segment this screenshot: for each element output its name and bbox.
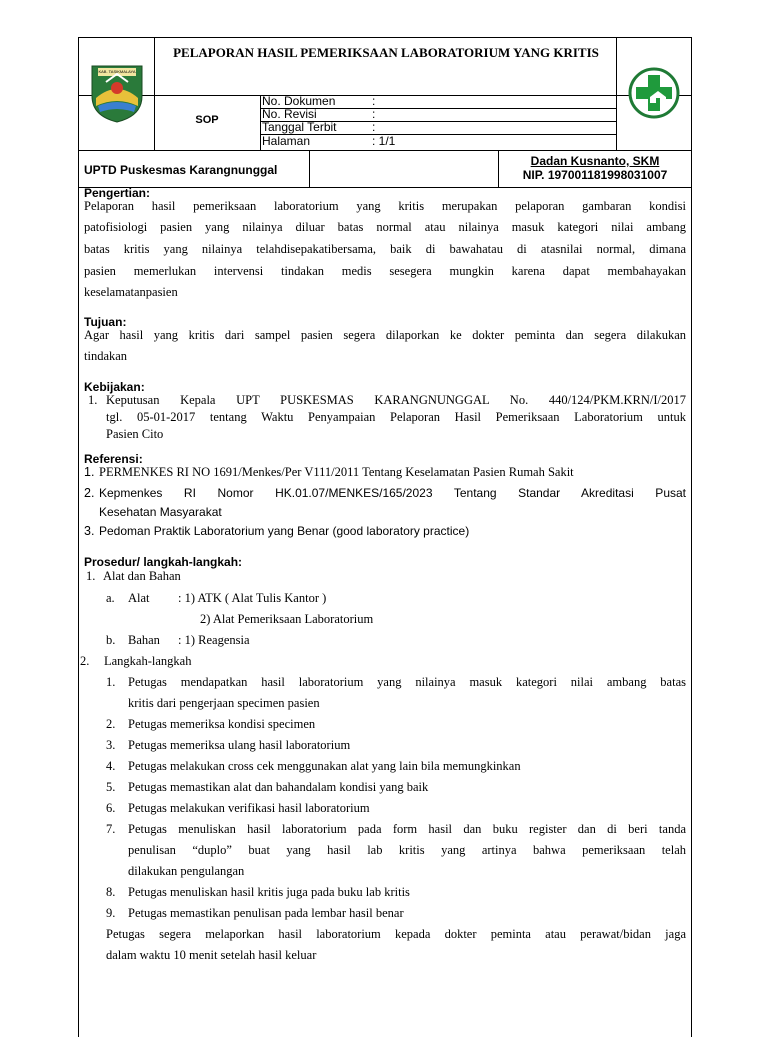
closing-text: Petugas segera melaporkan hasil laboratorium kepada dokter peminta atau perawat/bidan jaga [106,927,686,941]
content-top-line [78,187,692,188]
pengertian-line: batas kritis yang nilainya telahdisepakatibersama, baik di bawahatau di atasnilai normal, dimana [84,242,686,256]
pengertian-heading: Pengertian: [84,186,151,200]
pengertian-line: Pelaporan hasil pemeriksaan laboratorium yang kritis merupakan pelaporan gambaran kondisi [84,199,686,213]
step-text: Petugas memastikan alat dan bahandalam kondisi yang baik [128,780,429,794]
referensi-item: PERMENKES RI NO 1691/Menkes/Per V111/2011 Tentang Keselamatan Pasien Rumah Sakit [99,465,574,479]
referensi-number: 2. [84,486,95,500]
alat-bahan-label: Alat dan Bahan [103,569,181,583]
step-text: Petugas memeriksa ulang hasil laboratorium [128,738,351,752]
tujuan-line: Agar hasil yang kritis dari sampel pasien segera dilaporkan ke dokter peminta dan segera dilakukan [84,328,686,342]
step-number: 7. [106,822,116,836]
puskesmas-logo [626,67,682,119]
step-text: Petugas memastikan penulisan pada lembar hasil benar [128,906,404,920]
meta-row-line [260,134,616,135]
step-number: 1. [106,675,116,689]
step-number: 9. [106,906,116,920]
meta-label-no-revisi: No. Revisi [262,107,317,121]
tujuan-heading: Tujuan: [84,315,127,329]
step-text: Petugas mendapatkan hasil laboratorium yang nilainya masuk kategori nilai ambang batas [128,675,686,689]
organization-name: UPTD Puskesmas Karangnunggal [84,163,278,177]
step-number: 2. [106,717,116,731]
step-number: 5. [106,780,116,794]
alat-bahan-number: 1. [86,569,96,583]
bahan-item: : 1) Reagensia [178,633,250,647]
step-text: Petugas menuliskan hasil laboratorium pada form hasil dan buku register dan di beri tanda [128,822,686,836]
signer-name: Dadan Kusnanto, SKM [530,154,660,168]
meta-value-halaman: : 1/1 [372,134,396,148]
meta-label-no-dokumen: No. Dokumen [262,94,336,108]
regional-emblem-logo [86,58,148,124]
bahan-name: Bahan [128,633,160,647]
alat-name: Alat [128,591,150,605]
meta-label-halaman: Halaman [262,134,311,148]
langkah-label: Langkah-langkah [104,654,192,668]
kebijakan-line: Keputusan Kepala UPT PUSKESMAS KARANGNUNGGAL No. 440/124/PKM.KRN/I/2017 [106,393,686,407]
kebijakan-number: 1. [88,393,98,407]
langkah-number: 2. [80,654,90,668]
step-text: kritis dari pengerjaan specimen pasien [128,696,320,710]
kebijakan-line: Pasien Cito [106,427,164,441]
meta-value-no-dokumen: : [372,94,376,108]
signer-divider [498,150,499,187]
referensi-heading: Referensi: [84,452,143,466]
document-title: PELAPORAN HASIL PEMERIKSAAN LABORATORIUM YANG KRITIS [173,45,599,60]
meta-value-no-revisi: : [372,107,376,121]
step-number: 8. [106,885,116,899]
referensi-number: 1. [84,465,95,479]
step-text: Petugas melakukan cross cek menggunakan alat yang lain bila memungkinkan [128,759,521,773]
pengertian-line: pasien memerlukan intervensi tindakan medis sesegera mungkin karena dapat membahayakan [84,264,686,278]
prosedur-heading: Prosedur/ langkah-langkah: [84,555,243,569]
referensi-item: Pedoman Praktik Laboratorium yang Benar (good laboratory practice) [99,524,470,538]
meta-value-tanggal-terbit: : [372,120,376,134]
step-text: penulisan “duplo” buat yang hasil lab kritis yang artinya bahwa pemeriksaan telah [128,843,686,857]
meta-label-tanggal-terbit: Tanggal Terbit [262,120,337,134]
step-text: Petugas menuliskan hasil kritis juga pada buku lab kritis [128,885,410,899]
step-number: 4. [106,759,116,773]
step-number: 6. [106,801,116,815]
alat-item: 2) Alat Pemeriksaan Laboratorium [200,612,374,626]
step-text: Petugas memeriksa kondisi specimen [128,717,316,731]
referensi-number: 3. [84,524,95,538]
logo-divider-left [154,37,155,150]
pengertian-line: keselamatanpasien [84,285,178,299]
alat-letter: a. [106,591,115,605]
org-divider [309,150,310,187]
sop-label: SOP [195,114,219,126]
referensi-item-continued: Kesehatan Masyarakat [99,505,222,519]
emblem-caption: KAB. TASIKMALAYA [98,69,136,74]
step-text: dilakukan pengulangan [128,864,245,878]
meta-bottom-line [78,150,692,151]
pengertian-line: patofisiologi pasien yang nilainya diluar batas normal atau nilainya masuk kategori nilai ambang [84,220,686,234]
step-text: Petugas melakukan verifikasi hasil laboratorium [128,801,370,815]
signer-nip: NIP. 197001181998031007 [522,168,668,182]
referensi-item: Kepmenkes RI Nomor HK.01.07/MENKES/165/2023 Tentang Standar Akreditasi Pusat [99,486,686,500]
header-divider [78,95,692,96]
kebijakan-line: tgl. 05-01-2017 tentang Waktu Penyampaian Pelaporan Hasil Pemeriksaan Laboratorium untuk [106,410,686,424]
kebijakan-heading: Kebijakan: [84,380,145,394]
sop-divider [260,95,261,150]
tujuan-line: tindakan [84,349,128,363]
alat-item: : 1) ATK ( Alat Tulis Kantor ) [178,591,327,605]
logo-divider-right [616,37,617,150]
bahan-letter: b. [106,633,116,647]
step-number: 3. [106,738,116,752]
closing-text: dalam waktu 10 menit setelah hasil keluar [106,948,317,962]
